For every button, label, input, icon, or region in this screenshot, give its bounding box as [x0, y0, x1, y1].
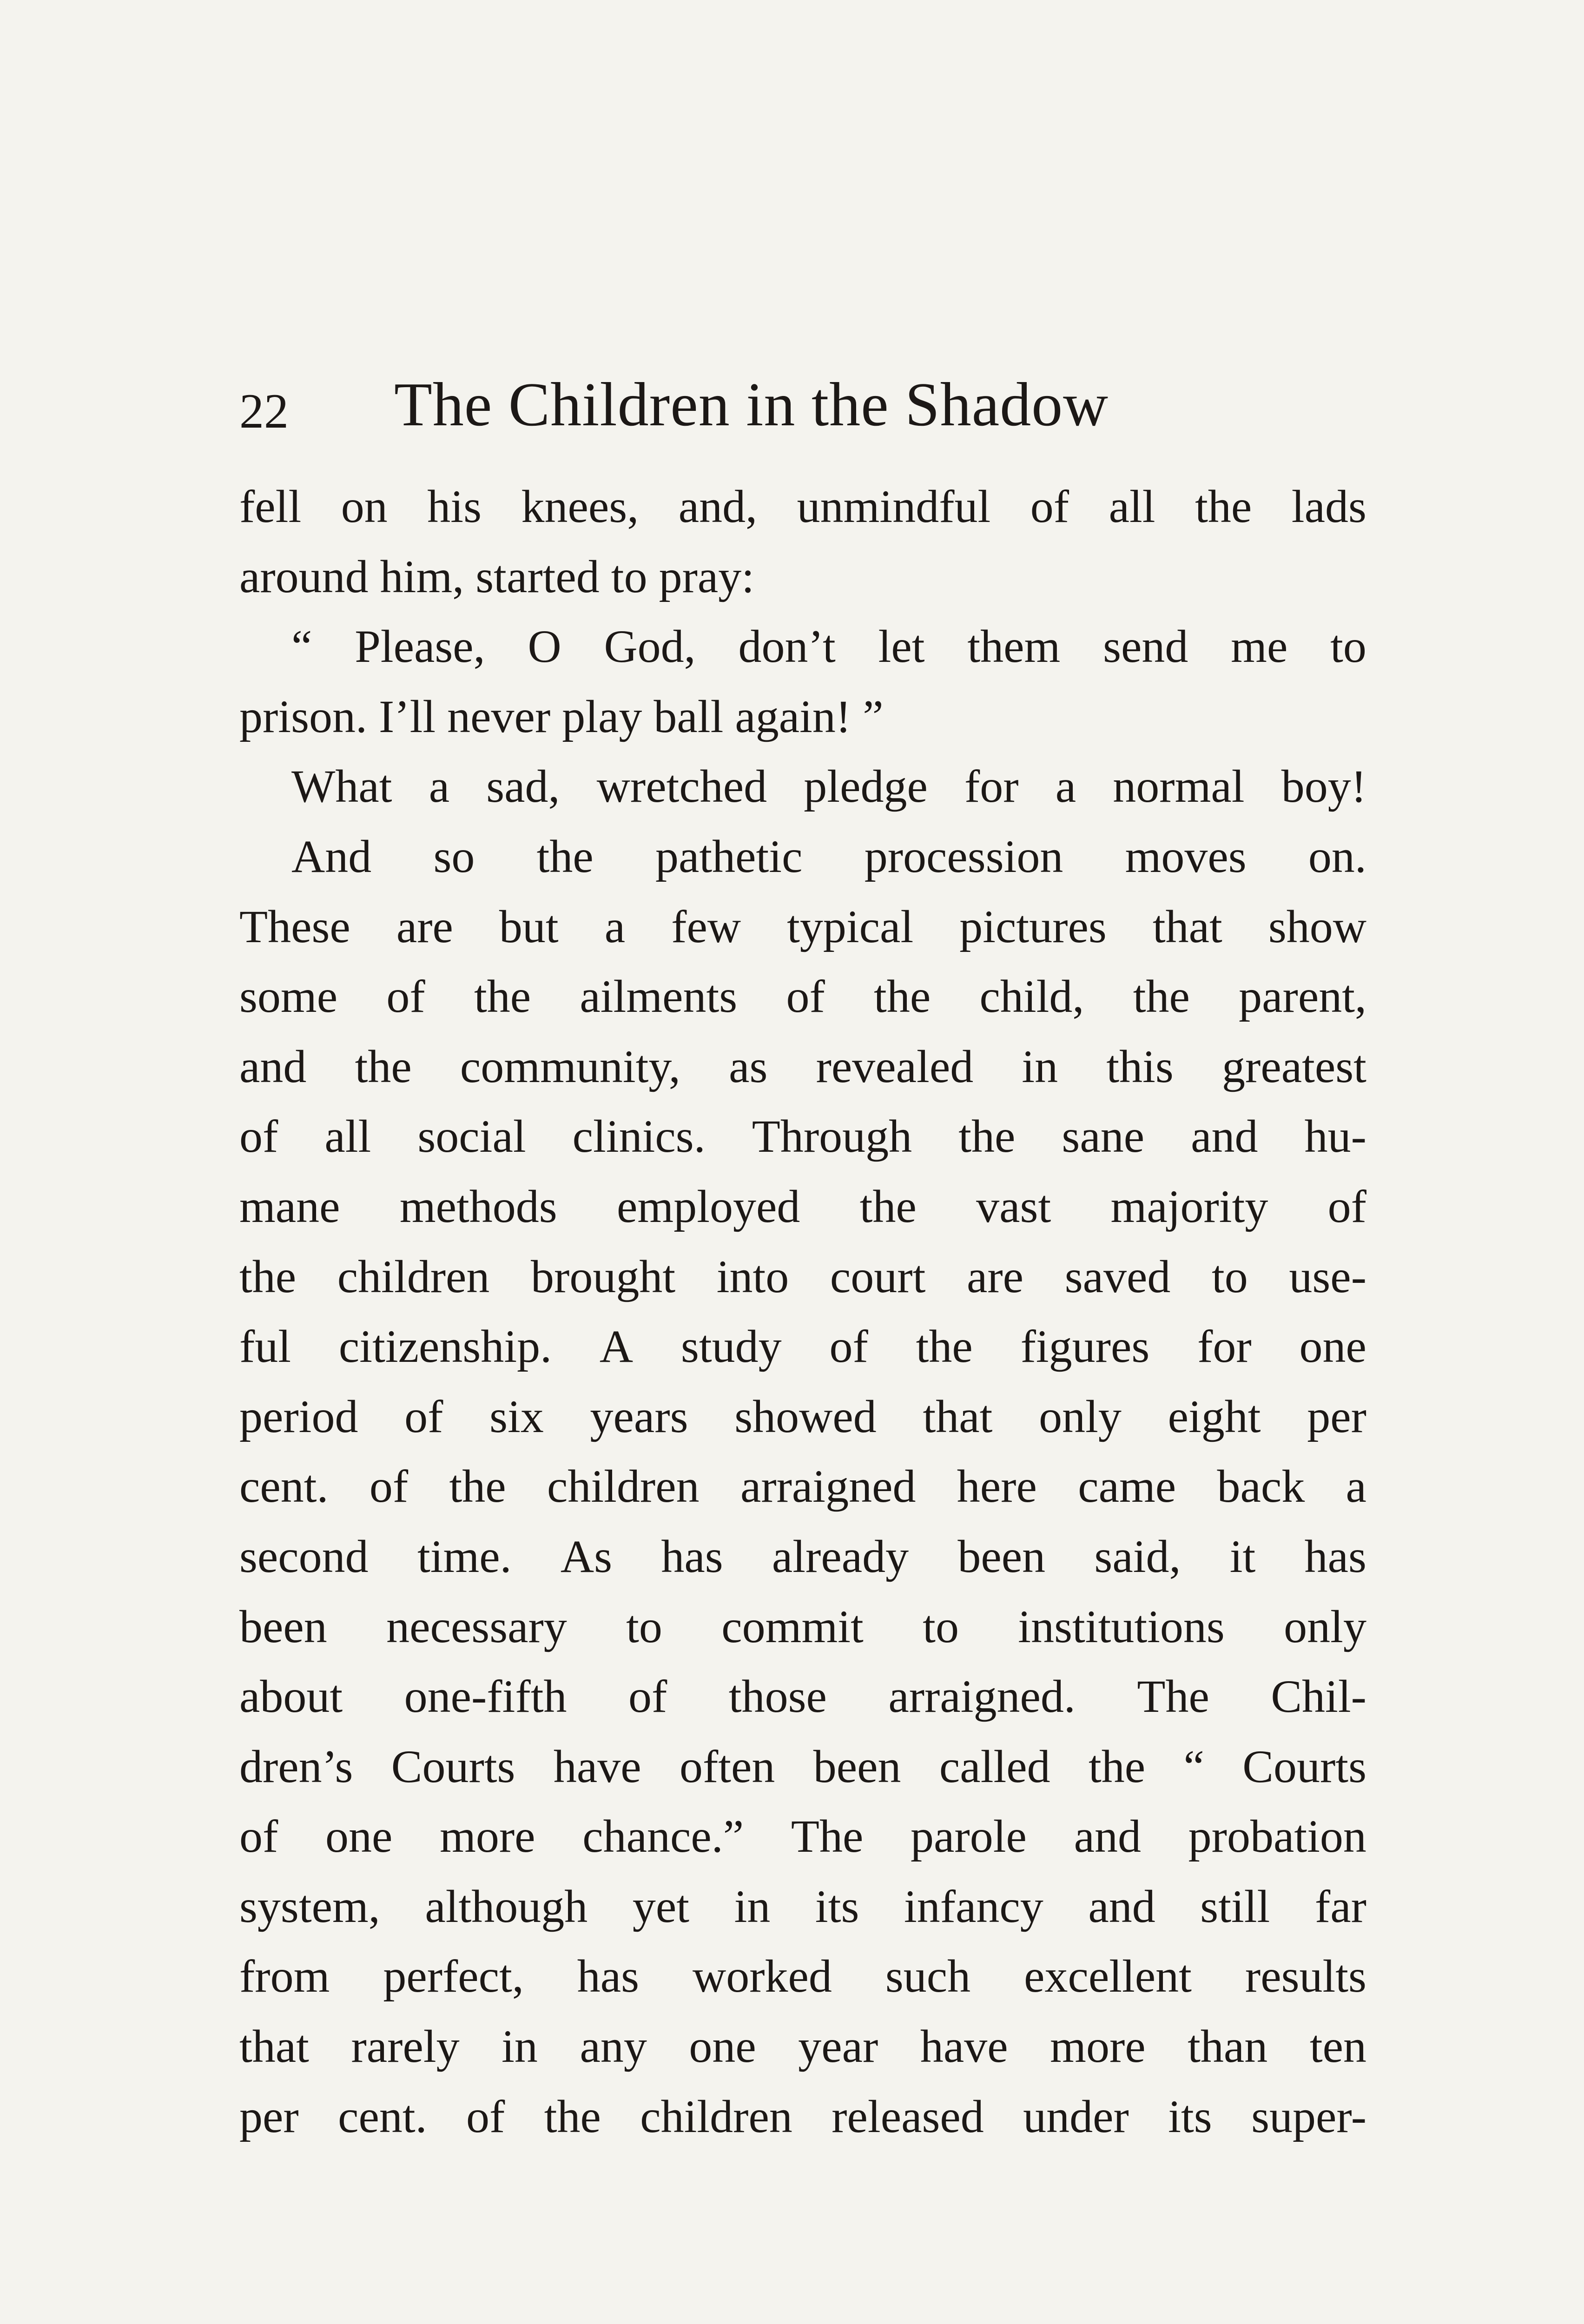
text-line: the children brought into court are saved to use- — [239, 1250, 1366, 1302]
text-line: cent. of the children arraigned here came back a — [239, 1460, 1366, 1512]
text-line: These are but a few typical pictures that show — [239, 900, 1366, 952]
text-line: and the community, as revealed in this greatest — [239, 1040, 1366, 1092]
text-line: And so the pathetic procession moves on. — [291, 830, 1366, 882]
text-line: dren’s Courts have often been called the “ Courts — [239, 1740, 1366, 1792]
body-text — [239, 472, 1366, 2152]
text-line: of one more chance.” The parole and probation — [239, 1810, 1366, 1862]
text-line: second time. As has already been said, it has — [239, 1530, 1366, 1582]
text-line: prison. I’ll never play ball again! ” — [239, 690, 884, 742]
text-line: that rarely in any one year have more than ten — [239, 2020, 1366, 2073]
text-line: around him, started to pray: — [239, 550, 755, 602]
running-head — [239, 367, 1366, 442]
text-line: per cent. of the children released under its super- — [239, 2090, 1366, 2142]
text-line: ful citizenship. A study of the figures for one — [239, 1320, 1366, 1373]
text-line: period of six years showed that only eight per — [239, 1390, 1366, 1442]
text-line: system, although yet in its infancy and still far — [239, 1880, 1366, 1932]
text-line: from perfect, has worked such excellent results — [239, 1950, 1366, 2002]
text-line: about one-fifth of those arraigned. The Chil- — [239, 1670, 1366, 1723]
book-title: The Children in the Shadow — [394, 370, 1109, 439]
page-number: 22 — [239, 384, 289, 438]
text-line: been necessary to commit to institutions only — [239, 1600, 1366, 1652]
text-line: What a sad, wretched pledge for a normal boy! — [291, 760, 1366, 812]
text-line: mane methods employed the vast majority of — [239, 1180, 1366, 1232]
text-line: of all social clinics. Through the sane and hu- — [239, 1110, 1366, 1162]
text-line: some of the ailments of the child, the parent, — [239, 971, 1366, 1023]
text-line: fell on his knees, and, unmindful of all the lads — [239, 481, 1366, 532]
text-line: “ Please, O God, don’t let them send me to — [291, 621, 1366, 673]
